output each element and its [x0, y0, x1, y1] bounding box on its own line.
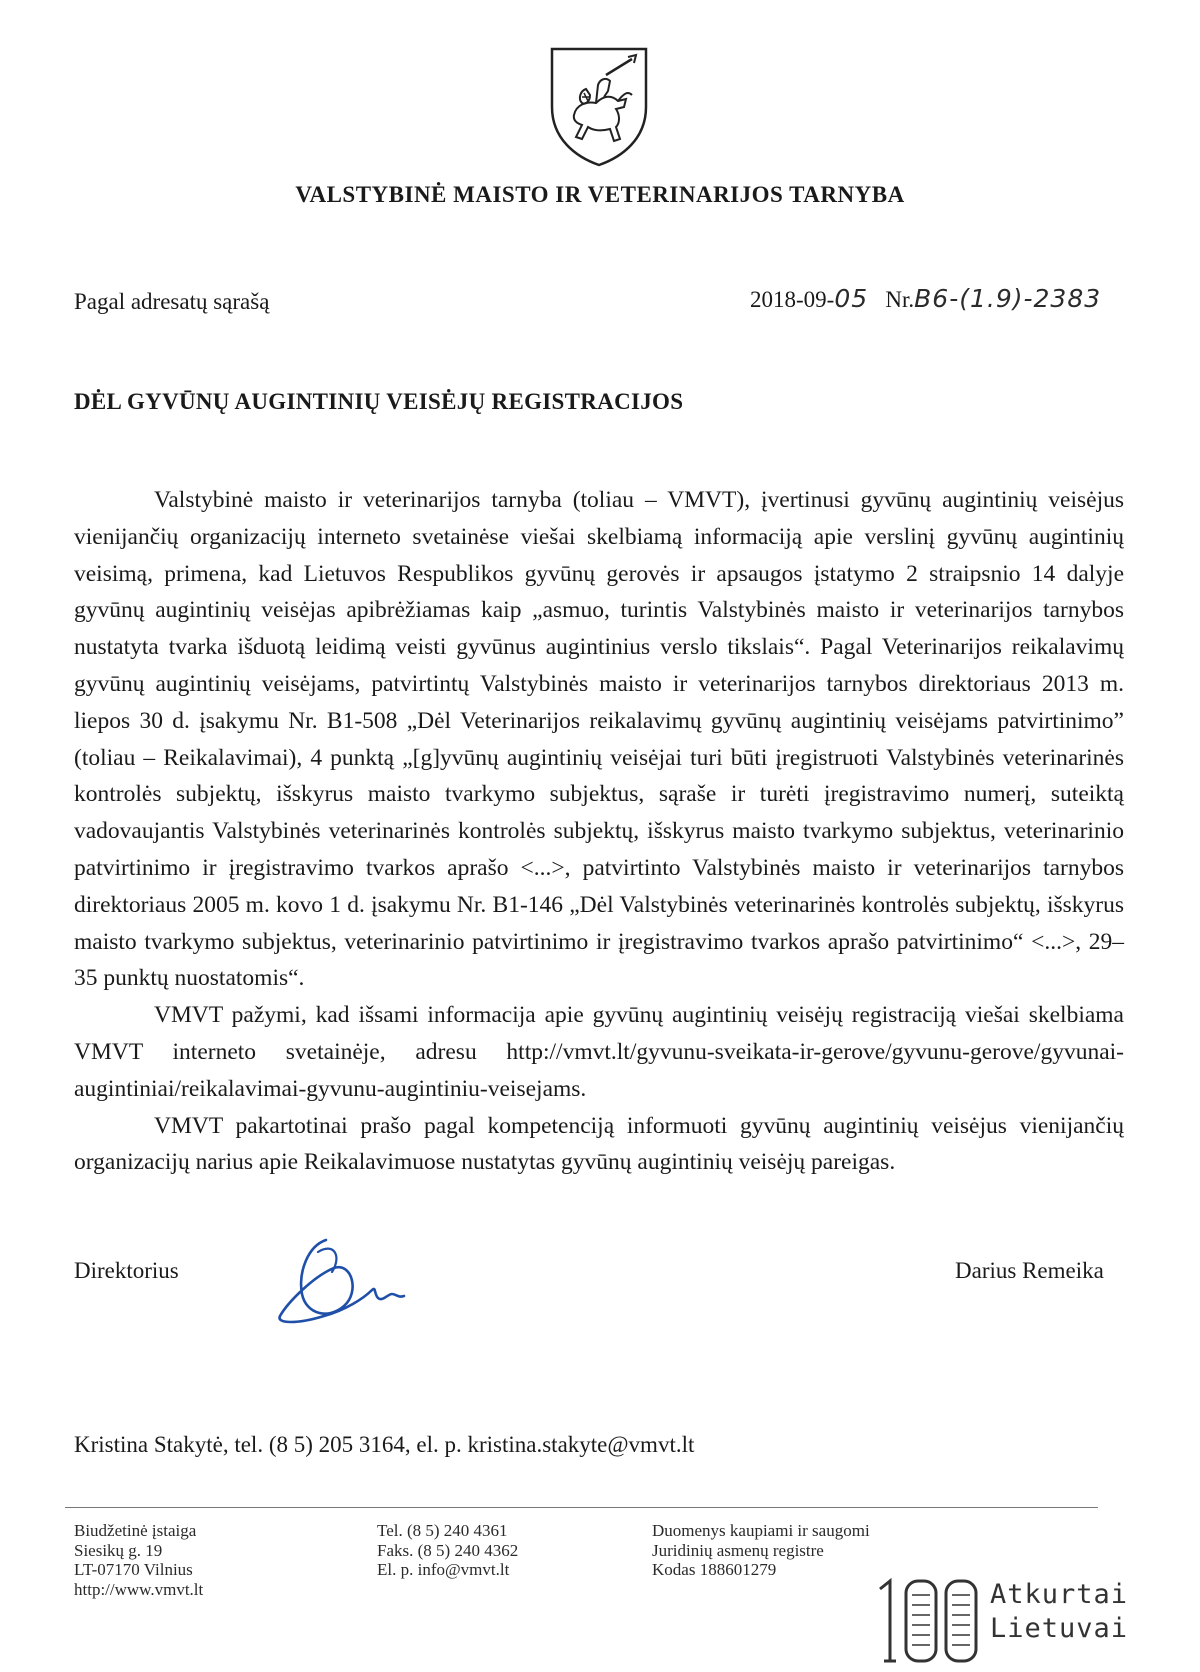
footer-line: Siesikų g. 19 [74, 1540, 163, 1560]
footer-address [74, 1521, 203, 1599]
footer-line: Kodas 188601279 [652, 1560, 777, 1579]
footer-line: Juridinių asmenų registre [652, 1540, 824, 1560]
logo-line: Lietuvai [990, 1613, 1129, 1644]
date-printed: 2018-09- [750, 287, 835, 312]
letter-subject: DĖL GYVŪNŲ AUGINTINIŲ VEISĖJŲ REGISTRACIJOS [74, 389, 684, 414]
date-and-number [750, 284, 1101, 313]
body-paragraph: VMVT pažymi, kad išsami informacija apie gyvūnų augintinių veisėjų registraciją viešai skelbiama VMVT interneto svetainėje, adresu http://vmvt.lt/gyvunu-sveikata-ir-gerove/gyvunu-gerove/gyvunai-augintiniai/reikalavimai-gyvunu-augintiniu-veisejams. [74, 1002, 1124, 1102]
footer-line: LT-07170 Vilnius [74, 1560, 193, 1579]
signatory-name: Darius Remeika [955, 1258, 1104, 1283]
agency-name: VALSTYBINĖ MAISTO IR VETERINARIJOS TARNYBA [295, 182, 905, 207]
signatory-title: Direktorius [74, 1258, 179, 1283]
contact-person: Kristina Stakytė, tel. (8 5) 205 3164, el. p. kristina.stakyte@vmvt.lt [74, 1432, 695, 1457]
footer-line: Biudžetinė įstaiga [74, 1521, 197, 1540]
centenary-100-logo-icon [872, 1575, 982, 1665]
handwritten-signature [268, 1232, 418, 1332]
coat-of-arms-icon [546, 45, 652, 167]
date-handwritten: 05 [834, 284, 869, 313]
number-label: Nr. [885, 287, 915, 312]
footer-email: El. p. info@vmvt.lt [377, 1560, 510, 1579]
footer-registry [652, 1521, 870, 1580]
footer-divider [65, 1507, 1098, 1508]
footer-website: http://www.vmvt.lt [74, 1579, 204, 1599]
footer-line: Duomenys kaupiami ir saugomi [652, 1521, 870, 1540]
footer-line: Faks. (8 5) 240 4362 [377, 1540, 519, 1560]
logo-line: Atkurtai [990, 1579, 1129, 1610]
letter-body [74, 482, 1124, 1181]
number-handwritten: B6-(1.9)-2383 [914, 284, 1102, 313]
footer-phones [377, 1521, 518, 1580]
body-paragraph: Valstybinė maisto ir veterinarijos tarnyba (toliau – VMVT), įvertinusi gyvūnų augintinių veisėjus vienijančių organizacijų interneto svetainėse viešai skelbiamą informaciją apie verslinį gyvūnų augintinių veisimą, primena, kad Lietuvos Respublikos gyvūnų gerovės ir apsaugos įstatymo 2 straipsnio 14 dalyje gyvūnų augintinių veisėjas apibrėžiamas kaip „asmuo, turintis Valstybinės maisto ir veterinarijos tarnybos nustatyta tvarka išduotą leidimą veisti gyvūnus augintinius verslo tikslais“. Pagal Veterinarijos reikalavimų gyvūnų augintinių veisėjams, patvirtintų Valstybinės maisto ir veterinarijos tarnybos direktoriaus 2013 m. liepos 30 d. įsakymu Nr. B1-508 „Dėl Veterinarijos reikalavimų gyvūnų augintinių veisėjams patvirtinimo” (toliau – Reikalavimai), 4 punktą „[g]yvūnų augintinių veisėjai turi būti įregistruoti Valstybinės veterinarinės kontrolės subjektų, išskyrus maisto tvarkymo subjektus, sąraše ir turėti įregistravimo numerį, suteiktą vadovaujantis Valstybinės veterinarinės kontrolės subjektų, išskyrus maisto tvarkymo subjektus, veterinarinio patvirtinimo ir įregistravimo tvarkos aprašo <...>, patvirtinto Valstybinės maisto ir veterinarijos tarnybos direktoriaus 2005 m. kovo 1 d. įsakymu Nr. B1-146 „Dėl Valstybinės veterinarinės kontrolės subjektų, išskyrus maisto tvarkymo subjektus, veterinarinio patvirtinimo ir įregistravimo tvarkos aprašo patvirtinimo“ <...>, 29–35 punktų nuostatomis“. [74, 487, 1124, 992]
addressee: Pagal adresatų sąrašą [74, 289, 270, 314]
footer-line: Tel. (8 5) 240 4361 [377, 1521, 508, 1540]
centenary-logo-text [990, 1578, 1128, 1646]
body-paragraph: VMVT pakartotinai prašo pagal kompetenciją informuoti gyvūnų augintinių veisėjus vienijančių organizacijų narius apie Reikalavimuose nustatytas gyvūnų augintinių veisėjų pareigas. [74, 1112, 1124, 1176]
